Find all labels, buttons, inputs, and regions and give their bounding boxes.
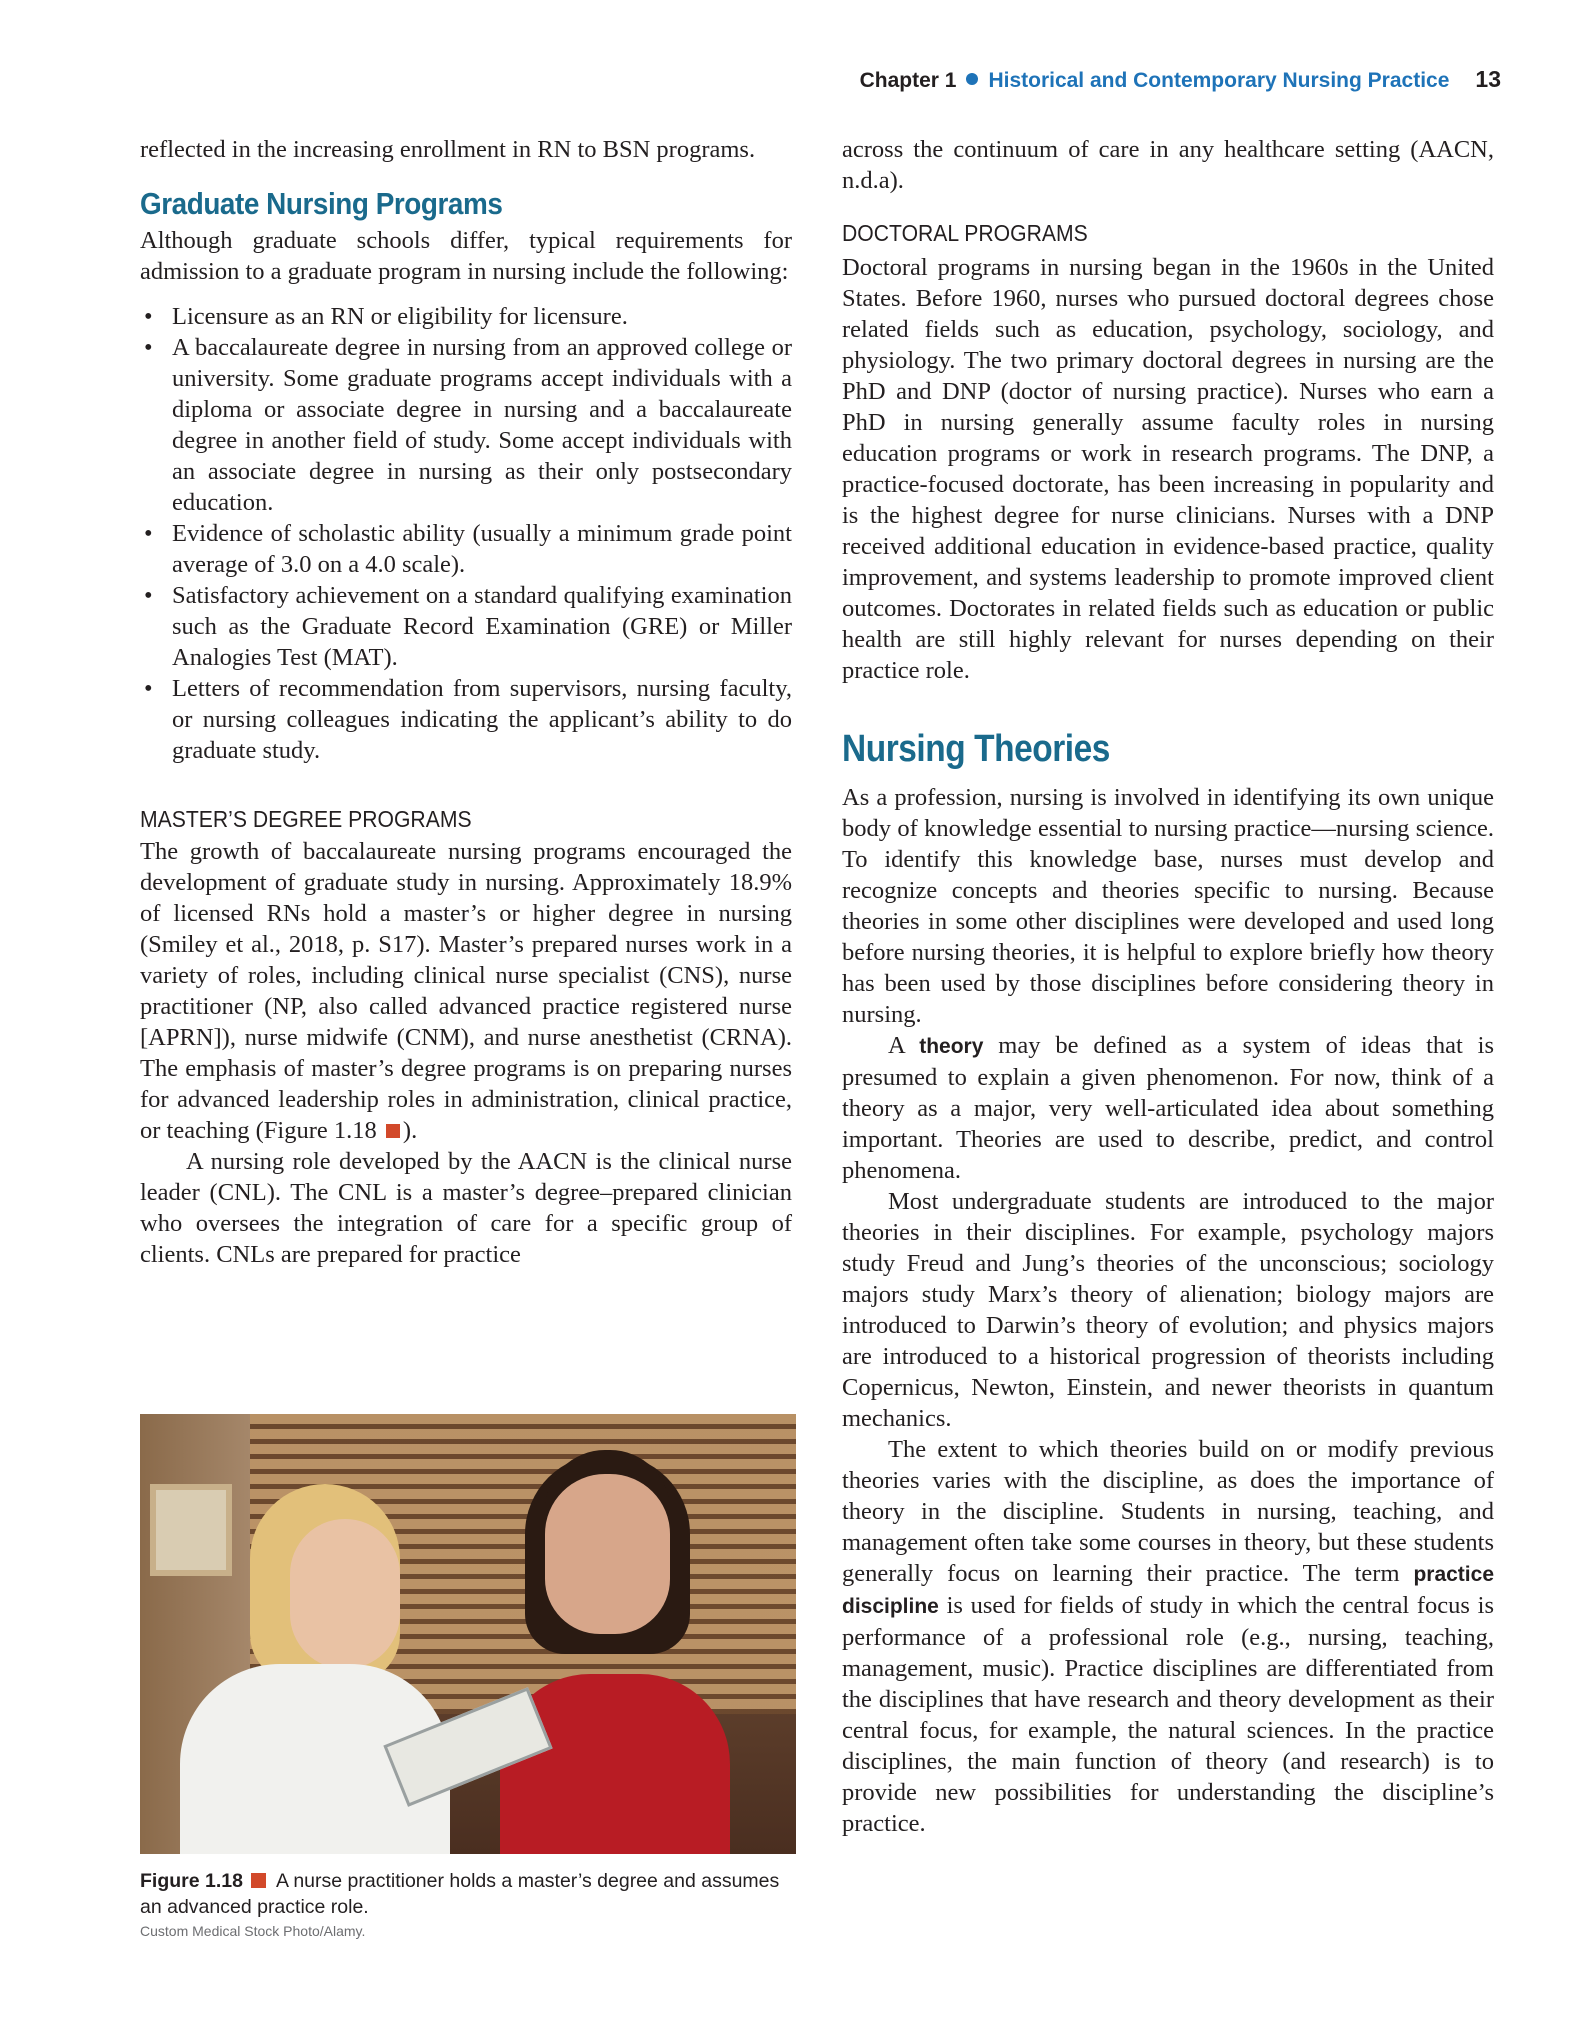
bullet-icon: • [144, 675, 153, 702]
nursing-theories-heading: Nursing Theories [842, 728, 1110, 770]
patient-face [545, 1474, 670, 1634]
figure-marker-icon [386, 1124, 400, 1138]
intro-paragraph: reflected in the increasing enrollment in RN to BSN programs. [140, 136, 756, 163]
list-item: • Evidence of scholastic ability (usually a minimum grade point average of 3.0 on a 4.0 scale). [144, 520, 792, 578]
theories-paragraph-1: As a profession, nursing is involved in identifying its own unique body of knowledge essential to nursing practice—nursing science. To identify this knowledge base, nurses must develop and recognize concepts and theories specific to nursing. Because theories in some other disciplines were developed and used long before nursing theories, it is helpful to explore briefly how theory has been used by those disciplines before considering theory in nursing. [842, 784, 1494, 1028]
theories-paragraph-4: The extent to which theories build on or modify previous theories varies with the discipline, as does the importance of theory in the discipline. Students in nursing, teaching, and management often take some courses in theory, but these students generally focus on learning their practice. The term practice discipline is used for fields of study in which the central focus is performance of a professional role (e.g., nursing, teaching, management, music). Practice disciplines are differentiated from the disciplines that have research and theory development as their central focus, for example, the natural sciences. In the practice disciplines, the main function of theory (and research) is to provide new possibilities for understanding the discipline’s practice. [842, 1436, 1495, 1837]
caption-marker-icon [251, 1873, 266, 1888]
doctoral-paragraph: Doctoral programs in nursing began in the 1960s in the United States. Before 1960, nurses who pursued doctoral degrees chose related fields such as education, psychology, sociology, and physiology. The two primary doctoral degrees in nursing are the PhD and DNP (doctor of nursing practice). Nurses who earn a PhD in nursing generally assume faculty roles in nursing education programs or work in research programs. The DNP, a practice-focused doctorate, has been increasing in popularity and is the highest degree for nurse clinicians. Nurses with a DNP received additional education in evidence-based practice, quality improvement, and systems leadership to promote improved client outcomes. Doctorates in related fields such as education or public health are still highly relevant for nurses depending on their practice role. [842, 254, 1494, 684]
figure-label: Figure 1.18 [140, 1870, 243, 1892]
caption-text: A nurse practitioner holds a master’s degree and assumes an advanced practice role. [140, 1870, 780, 1918]
masters-paragraph-2: A nursing role developed by the AACN is the clinical nurse leader (CNL). The CNL is a master’s degree–prepared clinician who oversees the integration of care for a specific group of clients. CNLs are prepared for practice [140, 1148, 792, 1268]
masters-programs-heading: MASTER’S DEGREE PROGRAMS [140, 806, 472, 832]
doctoral-programs-heading: DOCTORAL PROGRAMS [842, 220, 1088, 246]
bullet-icon: • [144, 303, 153, 330]
requirements-list [140, 301, 792, 766]
list-item: • A baccalaureate degree in nursing from an approved college or university. Some graduate programs accept individuals with a diploma or associate degree in nursing and a baccalaureate degree in another field of study. Some accept individuals with an associate degree in nursing as their only postsecondary education. [144, 334, 792, 516]
page-number: 13 [1475, 66, 1501, 92]
continuation-paragraph: across the continuum of care in any healthcare setting (AACN, n.d.a). [842, 136, 1494, 194]
masters-paragraph-1: The growth of baccalaureate nursing programs encouraged the development of graduate study in nursing. Approximately 18.9% of licensed RNs hold a master’s or higher degree in nursing (Smiley et al., 2018, p. S17). Master’s prepared nurses work in a variety of roles, including clinical nurse specialist (CNS), nurse practitioner (NP, also called advanced practice registered nurse [APRN]), nurse midwife (CNM), and nurse anesthetist (CRNA). The emphasis of master’s degree programs is on preparing nurses for advanced leadership roles in administration, clinical practice, or teaching (Figure 1.18 ). [140, 838, 792, 1144]
figure-1-18 [140, 1414, 796, 1940]
wall-frame [150, 1484, 232, 1576]
figure-caption [140, 1868, 796, 1920]
left-column [140, 134, 792, 1270]
bullet-icon: • [144, 582, 153, 609]
chapter-title: Historical and Contemporary Nursing Practice [988, 69, 1450, 92]
graduate-intro-paragraph: Although graduate schools differ, typical requirements for admission to a graduate program in nursing include the following: [140, 227, 792, 285]
key-term-theory: theory [919, 1035, 984, 1058]
theories-paragraph-3: Most undergraduate students are introduced to the major theories in their disciplines. For example, psychology majors study Freud and Jung’s theories of the unconscious; sociology majors study Marx’s theory of alienation; biology majors are introduced to Darwin’s theory of evolution; and physics majors are introduced to a historical progression of theorists including Copernicus, Newton, Einstein, and newer theorists in quantum mechanics. [842, 1188, 1494, 1432]
list-item: • Licensure as an RN or eligibility for licensure. [144, 303, 628, 330]
figure-photo [140, 1414, 796, 1854]
key-term-practice-discipline: practice discipline [842, 1563, 1494, 1618]
chapter-label: Chapter 1 [859, 69, 957, 92]
list-item: • Satisfactory achievement on a standard qualifying examination such as the Graduate Record Examination (GRE) or Miller Analogies Test (MAT). [144, 582, 792, 671]
bullet-icon: • [144, 520, 153, 547]
running-head [860, 66, 1501, 93]
figure-credit: Custom Medical Stock Photo/Alamy. [140, 1923, 366, 1939]
nurse-face [290, 1519, 400, 1669]
bullet-icon: • [144, 334, 153, 361]
list-item: • Letters of recommendation from supervisors, nursing faculty, or nursing colleagues indicating the applicant’s ability to do graduate study. [144, 675, 792, 764]
graduate-programs-heading: Graduate Nursing Programs [140, 186, 503, 221]
patient-figure [500, 1674, 730, 1854]
right-column [842, 134, 1494, 1839]
bullet-dot-icon [966, 73, 978, 85]
theories-paragraph-2: A theory may be defined as a system of ideas that is presumed to explain a given phenomenon. For now, think of a theory as a major, very well-articulated idea about something important. Theories are used to describe, predict, and control phenomena. [842, 1032, 1495, 1184]
